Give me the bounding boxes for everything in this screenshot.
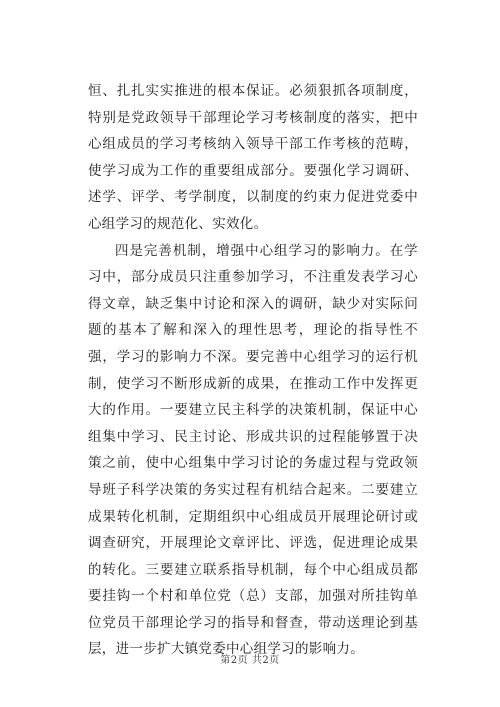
paragraph-1: 恒、扎扎实实推进的根本保证。必须狠抓各项制度，特别是党政领导干部理论学习考核制度的落实，把中心组成员的学习考核纳入领导干部工作考核的范畴，使学习成为工作的重要组成部分。要强化学习调研、述学、评学、考学制度，以制度的约束力促进党委中心组学习的规范化、实效化。 <box>88 83 418 232</box>
paragraph-2: 四是完善机制，增强中心组学习的影响力。在学习中，部分成员只注重参加学习，不注重发表学习心得文章，缺乏集中讨论和深入的调研，缺少对实际问题的基本了解和深入的理性思考，理论的指导性不强，学习的影响力不深。要完善中心组学习的运行机制，使学习不断形成新的成果，在推动工作中发挥更大的作用。一要建立民主科学的决策机制，保证中心组集中学习、民主讨论、形成共识的过程能够置于决策之前，使中心组集中学习讨论的务虚过程与党政领导班子科学决策的务实过程有机结合起来。二要建立成果转化机制，定期组织中心组成员开展理论研讨或调查研究，开展理论文章评比、评选，促进理论成果的转化。三要建立联系指导机制，每个中心组成员都要挂钩一个村和单位党（总）支部，加强对所挂钩单位党员干部理论学习的指导和督查，带动送理论到基层，进一步扩大镇党委中心组学习的影响力。 <box>88 242 418 658</box>
document-body <box>88 78 418 663</box>
page-number-footer: 第2页 共2页 <box>220 655 280 666</box>
